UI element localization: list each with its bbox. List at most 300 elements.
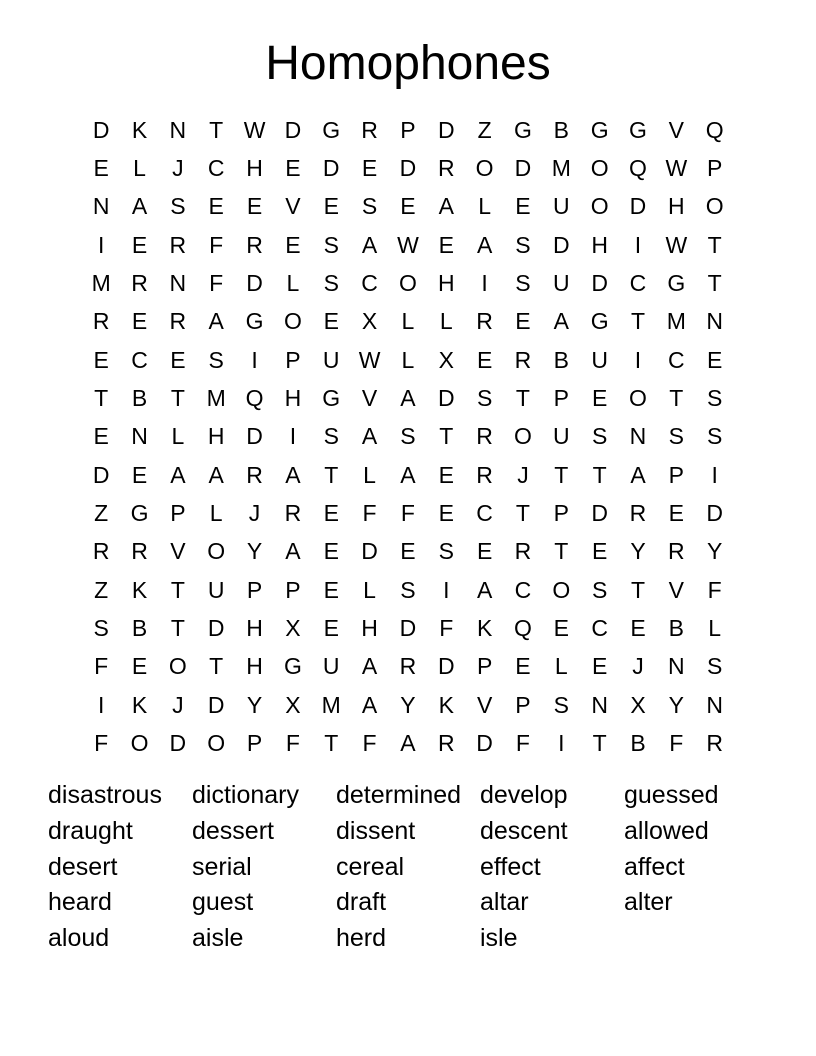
grid-letter: B: [131, 615, 148, 642]
grid-letter: A: [361, 653, 378, 680]
grid-letter: F: [209, 231, 224, 258]
grid-letter: E: [400, 193, 416, 220]
grid-letter: S: [323, 231, 339, 258]
grid-letter: E: [131, 461, 148, 488]
grid-letter: A: [553, 308, 569, 335]
grid-letter: T: [630, 576, 646, 603]
grid-letter: M: [206, 385, 226, 412]
grid-letter: E: [246, 193, 263, 220]
grid-letter: E: [93, 423, 109, 450]
word-list-item: draught: [48, 816, 133, 845]
grid-letter: D: [246, 423, 263, 450]
grid-letter: A: [476, 576, 493, 603]
grid-letter: D: [207, 615, 225, 642]
grid-letter: F: [362, 730, 377, 757]
grid-letter: E: [131, 308, 148, 335]
grid-letter: D: [591, 500, 608, 527]
grid-letter: B: [630, 730, 646, 757]
grid-letter: I: [634, 231, 642, 258]
word-list-item: dissent: [336, 816, 416, 845]
grid-letter: S: [515, 270, 531, 297]
grid-letter: E: [515, 193, 531, 220]
grid-letter: A: [361, 231, 378, 258]
grid-letter: I: [634, 346, 642, 373]
grid-letter: O: [398, 270, 417, 297]
grid-letter: E: [591, 538, 608, 565]
grid-letter: E: [208, 193, 224, 220]
grid-letter: N: [706, 691, 723, 718]
grid-letter: O: [130, 730, 149, 757]
grid-letter: T: [170, 385, 185, 412]
grid-letter: S: [515, 231, 531, 258]
word-list-item: descent: [480, 816, 568, 845]
grid-letter: V: [170, 538, 186, 565]
word-list-item: effect: [480, 852, 541, 881]
grid-letter: E: [93, 155, 109, 182]
grid-letter: J: [517, 461, 529, 488]
grid-letter: B: [553, 346, 569, 373]
grid-letter: E: [323, 500, 339, 527]
grid-letter: L: [478, 193, 491, 220]
grid-letter: S: [591, 576, 608, 603]
grid-letter: O: [705, 193, 724, 220]
grid-letter: D: [399, 155, 417, 182]
grid-letter: P: [170, 500, 186, 527]
grid-letter: D: [92, 116, 110, 143]
grid-letter: E: [438, 500, 454, 527]
grid-letter: T: [554, 461, 569, 488]
grid-letter: E: [515, 653, 531, 680]
grid-letter: E: [323, 576, 339, 603]
grid-letter: G: [322, 116, 341, 143]
grid-letter: W: [358, 346, 381, 373]
grid-letter: H: [207, 423, 225, 450]
word-list-item: aloud: [48, 924, 110, 953]
word-list-item: herd: [336, 924, 387, 953]
grid-letter: I: [558, 730, 565, 757]
grid-letter: T: [170, 576, 185, 603]
grid-letter: D: [322, 155, 340, 182]
grid-letter: S: [707, 385, 723, 412]
grid-letter: Z: [94, 576, 109, 603]
grid-letter: D: [476, 730, 493, 757]
grid-letter: G: [629, 116, 647, 143]
grid-letter: P: [553, 385, 569, 412]
word-list-item: serial: [192, 852, 252, 881]
grid-letter: R: [437, 730, 455, 757]
grid-letter: E: [323, 615, 339, 642]
grid-letter: A: [208, 308, 224, 335]
grid-letter: E: [323, 538, 339, 565]
grid-letter: N: [169, 270, 187, 297]
word-list-item: dessert: [192, 816, 274, 845]
grid-letter: G: [283, 653, 302, 680]
grid-letter: L: [708, 615, 722, 642]
grid-letter: F: [400, 500, 415, 527]
grid-letter: S: [591, 423, 608, 450]
grid-letter: C: [207, 155, 225, 182]
grid-letter: E: [476, 538, 493, 565]
grid-letter: E: [438, 231, 454, 258]
grid-letter: V: [285, 193, 301, 220]
grid-letter: Q: [629, 155, 647, 182]
grid-letter: S: [668, 423, 684, 450]
grid-letter: E: [707, 346, 723, 373]
grid-letter: S: [361, 193, 378, 220]
grid-letter: J: [172, 691, 184, 718]
grid-letter: T: [707, 270, 722, 297]
grid-letter: I: [289, 423, 297, 450]
grid-letter: F: [707, 576, 722, 603]
grid-letter: R: [514, 346, 532, 373]
grid-letter: Y: [246, 691, 263, 718]
grid-letter: X: [361, 308, 378, 335]
grid-letter: H: [361, 615, 378, 642]
grid-letter: T: [669, 385, 684, 412]
grid-letter: B: [553, 116, 569, 143]
grid-letter: V: [668, 116, 684, 143]
grid-letter: E: [323, 193, 339, 220]
grid-letter: T: [439, 423, 454, 450]
grid-letter: F: [515, 730, 530, 757]
grid-letter: D: [246, 270, 263, 297]
grid-letter: R: [476, 423, 493, 450]
word-list-item: cereal: [336, 852, 405, 881]
grid-letter: D: [437, 653, 455, 680]
grid-letter: P: [246, 576, 263, 603]
word-list-item: guessed: [624, 781, 719, 809]
word-list-item: desert: [48, 852, 118, 881]
grid-letter: R: [514, 538, 532, 565]
grid-letter: R: [629, 500, 647, 527]
grid-letter: A: [400, 461, 416, 488]
grid-letter: J: [248, 500, 261, 527]
grid-letter: Q: [245, 385, 264, 412]
grid-letter: A: [208, 461, 224, 488]
grid-letter: R: [476, 461, 493, 488]
grid-letter: E: [285, 155, 301, 182]
grid-letter: T: [209, 116, 224, 143]
grid-letter: O: [207, 538, 226, 565]
grid-letter: S: [170, 193, 186, 220]
grid-letter: R: [92, 308, 110, 335]
grid-letter: C: [514, 576, 532, 603]
grid-letter: R: [437, 155, 455, 182]
grid-letter: D: [284, 116, 302, 143]
grid-letter: D: [706, 500, 723, 527]
grid-letter: R: [246, 231, 263, 258]
grid-letter: K: [476, 615, 493, 642]
grid-letter: F: [94, 730, 109, 757]
grid-letter: R: [131, 538, 148, 565]
word-list-item: isle: [480, 924, 518, 953]
grid-letter: T: [94, 385, 109, 412]
grid-letter: P: [707, 155, 723, 182]
grid-letter: D: [92, 461, 110, 488]
grid-letter: E: [553, 615, 569, 642]
grid-letter: T: [170, 615, 185, 642]
grid-letter: I: [481, 270, 488, 297]
grid-letter: J: [632, 653, 644, 680]
grid-letter: R: [92, 538, 110, 565]
grid-letter: E: [668, 500, 684, 527]
grid-letter: P: [515, 691, 531, 718]
grid-letter: D: [552, 231, 570, 258]
grid-letter: O: [168, 653, 187, 680]
grid-letter: R: [706, 730, 723, 757]
grid-letter: D: [514, 155, 532, 182]
grid-letter: U: [207, 576, 225, 603]
grid-letter: R: [284, 500, 302, 527]
grid-letter: D: [399, 615, 417, 642]
grid-letter: C: [591, 615, 608, 642]
grid-letter: H: [246, 615, 263, 642]
grid-letter: A: [630, 461, 646, 488]
grid-letter: Z: [94, 500, 109, 527]
grid-letter: V: [668, 576, 684, 603]
grid-letter: M: [91, 270, 111, 297]
grid-letter: G: [130, 500, 149, 527]
grid-letter: A: [400, 385, 416, 412]
grid-letter: O: [552, 576, 571, 603]
grid-letter: G: [667, 270, 686, 297]
grid-letter: S: [400, 576, 416, 603]
grid-letter: S: [553, 691, 569, 718]
grid-letter: U: [322, 346, 340, 373]
grid-letter: U: [552, 270, 570, 297]
grid-letter: C: [131, 346, 148, 373]
grid-letter: R: [169, 231, 187, 258]
grid-letter: S: [707, 653, 723, 680]
word-list-item: altar: [480, 888, 529, 917]
grid-letter: E: [323, 308, 339, 335]
grid-letter: H: [668, 193, 685, 220]
grid-letter: T: [592, 461, 607, 488]
grid-letter: X: [630, 691, 646, 718]
grid-letter: L: [286, 270, 300, 297]
grid-letter: U: [322, 653, 340, 680]
grid-letter: L: [133, 155, 146, 182]
grid-letter: O: [629, 385, 647, 412]
grid-letter: W: [665, 231, 688, 258]
grid-letter: A: [285, 538, 301, 565]
grid-letter: K: [438, 691, 454, 718]
word-list-item: disastrous: [48, 781, 162, 809]
grid-letter: W: [665, 155, 688, 182]
word-list-item: draft: [336, 888, 387, 917]
grid-letter: O: [590, 193, 609, 220]
grid-letter: K: [131, 116, 148, 143]
grid-letter: F: [362, 500, 377, 527]
grid-letter: E: [361, 155, 378, 182]
grid-letter: D: [437, 116, 455, 143]
grid-letter: O: [283, 308, 302, 335]
grid-letter: C: [629, 270, 647, 297]
grid-letter: G: [514, 116, 532, 143]
grid-letter: S: [438, 538, 454, 565]
grid-letter: D: [207, 691, 225, 718]
grid-letter: X: [438, 346, 454, 373]
grid-letter: N: [591, 691, 608, 718]
grid-letter: T: [592, 730, 607, 757]
grid-letter: R: [361, 116, 378, 143]
grid-letter: N: [629, 423, 647, 450]
grid-letter: P: [246, 730, 263, 757]
grid-letter: S: [208, 346, 224, 373]
grid-letter: M: [321, 691, 341, 718]
grid-letter: A: [131, 193, 148, 220]
grid-letter: E: [438, 461, 454, 488]
word-list-item: alter: [624, 888, 673, 917]
grid-letter: Q: [514, 615, 532, 642]
grid-letter: S: [707, 423, 723, 450]
grid-letter: H: [437, 270, 455, 297]
word-list-item: allowed: [624, 816, 709, 845]
word-list: [48, 778, 768, 957]
grid-letter: T: [209, 653, 224, 680]
grid-letter: W: [243, 116, 266, 143]
grid-letter: S: [93, 615, 109, 642]
grid-letter: E: [591, 653, 608, 680]
grid-letter: A: [361, 423, 378, 450]
grid-letter: S: [476, 385, 493, 412]
word-list-item: heard: [48, 888, 112, 917]
grid-letter: R: [476, 308, 493, 335]
grid-letter: O: [590, 155, 609, 182]
grid-letter: E: [400, 538, 416, 565]
grid-letter: I: [443, 576, 450, 603]
grid-letter: I: [97, 231, 105, 258]
grid-letter: R: [131, 270, 148, 297]
grid-letter: O: [207, 730, 226, 757]
grid-letter: U: [552, 193, 570, 220]
grid-letter: M: [551, 155, 571, 182]
grid-letter: I: [711, 461, 718, 488]
grid-letter: T: [324, 461, 339, 488]
grid-letter: D: [437, 385, 455, 412]
grid-letter: T: [630, 308, 646, 335]
grid-letter: P: [285, 576, 301, 603]
grid-letter: C: [476, 500, 493, 527]
grid-letter: A: [170, 461, 186, 488]
word-list-item: aisle: [192, 924, 244, 953]
grid-letter: D: [169, 730, 187, 757]
grid-letter: N: [92, 193, 110, 220]
grid-letter: R: [169, 308, 187, 335]
grid-letter: G: [590, 116, 609, 143]
grid-letter: T: [554, 538, 569, 565]
grid-letter: F: [209, 270, 224, 297]
grid-letter: H: [246, 653, 263, 680]
grid-letter: T: [515, 500, 530, 527]
grid-letter: A: [361, 691, 378, 718]
grid-letter: C: [668, 346, 685, 373]
grid-letter: V: [361, 385, 378, 412]
grid-letter: L: [363, 576, 376, 603]
grid-letter: U: [591, 346, 608, 373]
grid-letter: R: [246, 461, 263, 488]
grid-letter: G: [590, 308, 609, 335]
grid-letter: H: [246, 155, 263, 182]
grid-letter: E: [131, 231, 148, 258]
grid-letter: D: [629, 193, 647, 220]
grid-letter: L: [554, 653, 568, 680]
grid-letter: E: [93, 346, 109, 373]
word-list-item: develop: [480, 781, 568, 809]
grid-letter: F: [669, 730, 684, 757]
grid-letter: U: [552, 423, 570, 450]
grid-letter: K: [131, 576, 148, 603]
grid-letter: I: [251, 346, 258, 373]
grid-letter: Y: [400, 691, 416, 718]
grid-letter: I: [97, 691, 105, 718]
grid-letter: B: [131, 385, 148, 412]
grid-letter: O: [475, 155, 494, 182]
grid-letter: E: [131, 653, 148, 680]
grid-letter: T: [707, 231, 722, 258]
grid-letter: P: [476, 653, 493, 680]
grid-letter: L: [363, 461, 376, 488]
grid-letter: R: [399, 653, 417, 680]
grid-letter: Q: [705, 116, 724, 143]
word-list-item: guest: [192, 888, 254, 917]
grid-letter: A: [476, 231, 493, 258]
word-list-item: determined: [336, 781, 462, 809]
grid-letter: Y: [707, 538, 723, 565]
grid-letter: L: [439, 308, 453, 335]
grid-letter: A: [438, 193, 454, 220]
grid-letter: P: [553, 500, 569, 527]
grid-letter: T: [324, 730, 339, 757]
grid-letter: F: [285, 730, 300, 757]
grid-letter: L: [401, 308, 415, 335]
grid-letter: Y: [246, 538, 263, 565]
grid-letter: R: [668, 538, 685, 565]
grid-letter: P: [285, 346, 301, 373]
grid-letter: J: [172, 155, 184, 182]
grid-letter: Z: [477, 116, 492, 143]
grid-letter: M: [666, 308, 686, 335]
grid-letter: S: [323, 423, 339, 450]
grid-letter: G: [245, 308, 264, 335]
grid-letter: Y: [668, 691, 684, 718]
grid-letter: S: [323, 270, 339, 297]
grid-letter: V: [476, 691, 493, 718]
grid-letter: D: [591, 270, 608, 297]
grid-letter: S: [400, 423, 416, 450]
grid-letter: Y: [630, 538, 646, 565]
grid-letter: G: [322, 385, 341, 412]
grid-letter: E: [476, 346, 493, 373]
grid-letter: E: [591, 385, 608, 412]
grid-letter: D: [361, 538, 378, 565]
grid-letter: E: [630, 615, 646, 642]
grid-letter: O: [514, 423, 532, 450]
grid-letter: C: [361, 270, 378, 297]
page-title: Homophones: [265, 37, 551, 90]
grid-letter: A: [285, 461, 301, 488]
grid-letter: H: [284, 385, 302, 412]
grid-letter: P: [668, 461, 684, 488]
grid-letter: W: [397, 231, 419, 258]
grid-letter: N: [668, 653, 685, 680]
word-list-item: dictionary: [192, 781, 299, 809]
grid-letter: K: [131, 691, 148, 718]
grid-letter: L: [401, 346, 415, 373]
grid-letter: T: [515, 385, 530, 412]
grid-letter: N: [131, 423, 148, 450]
word-list-item: affect: [624, 852, 685, 881]
